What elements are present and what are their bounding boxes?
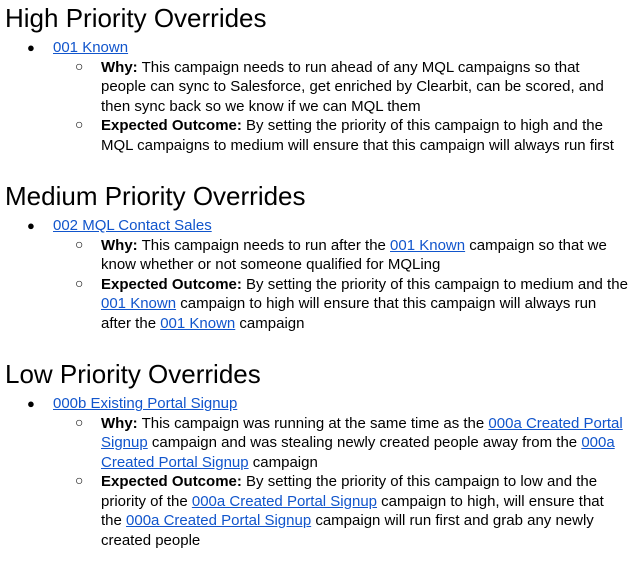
outcome-item bbox=[53, 116, 628, 155]
why-item bbox=[53, 236, 628, 275]
document-body bbox=[0, 3, 633, 550]
outcome-text: campaign will run first and grab any newly created people bbox=[101, 512, 594, 549]
campaign-link[interactable]: 001 Known bbox=[160, 314, 236, 332]
list-item bbox=[5, 394, 628, 550]
outcome-text: By setting the priority of this campaign to high and the MQL campaigns to medium will ensure that this campaign will always run first bbox=[101, 117, 614, 154]
section-heading: Low Priority Overrides bbox=[5, 359, 261, 389]
campaign-link[interactable]: 001 Known bbox=[53, 39, 129, 56]
campaign-link[interactable]: 000a Created Portal Signup bbox=[126, 512, 312, 529]
outcome-label: Expected Outcome: bbox=[101, 275, 242, 293]
hollow-bullet-icon: ○ bbox=[75, 413, 84, 430]
campaign-link[interactable]: 002 MQL Contact Sales bbox=[53, 217, 212, 234]
why-text: campaign so that we know whether or not someone qualified for MQLing bbox=[101, 236, 607, 273]
why-text: campaign and was stealing newly created people away from the bbox=[147, 434, 582, 451]
outcome-item bbox=[53, 472, 628, 550]
hollow-bullet-icon: ○ bbox=[75, 235, 84, 252]
why-text: This campaign needs to run after the bbox=[137, 236, 391, 254]
detail-list bbox=[53, 58, 628, 156]
detail-list bbox=[53, 414, 628, 551]
outcome-text: campaign to high will ensure that this campaign will always run after the bbox=[101, 295, 597, 332]
outcome-label: Expected Outcome: bbox=[101, 117, 242, 134]
filled-bullet-icon: ● bbox=[27, 218, 35, 233]
campaign-list bbox=[5, 394, 628, 550]
campaign-link[interactable]: 000a Created Portal Signup bbox=[101, 414, 623, 451]
why-label: Why: bbox=[101, 58, 138, 76]
detail-list bbox=[53, 236, 628, 334]
outcome-text: campaign to high, will ensure that the bbox=[101, 492, 604, 529]
why-text: This campaign was running at the same time as the bbox=[137, 414, 489, 432]
campaign-link[interactable]: 001 Known bbox=[390, 236, 466, 254]
campaign-list bbox=[5, 38, 628, 155]
section-medium-priority bbox=[5, 181, 628, 333]
outcome-label: Expected Outcome: bbox=[101, 473, 242, 490]
section-low-priority bbox=[5, 359, 628, 550]
outcome-text: By setting the priority of this campaign to medium and the bbox=[241, 275, 628, 293]
outcome-text: campaign bbox=[235, 314, 305, 332]
why-item bbox=[53, 58, 628, 117]
campaign-list bbox=[5, 216, 628, 333]
section-heading: High Priority Overrides bbox=[5, 3, 267, 33]
hollow-bullet-icon: ○ bbox=[75, 116, 84, 132]
campaign-link[interactable]: 001 Known bbox=[101, 295, 177, 312]
filled-bullet-icon: ● bbox=[27, 40, 35, 55]
hollow-bullet-icon: ○ bbox=[75, 57, 84, 74]
why-text: campaign bbox=[248, 453, 318, 471]
list-item bbox=[5, 38, 628, 155]
section-heading: Medium Priority Overrides bbox=[5, 181, 306, 211]
why-item bbox=[53, 414, 628, 473]
filled-bullet-icon: ● bbox=[27, 396, 35, 411]
campaign-link[interactable]: 000a Created Portal Signup bbox=[101, 434, 615, 471]
hollow-bullet-icon: ○ bbox=[75, 472, 84, 488]
hollow-bullet-icon: ○ bbox=[75, 274, 84, 291]
list-item bbox=[5, 216, 628, 333]
why-label: Why: bbox=[101, 236, 138, 254]
why-text: This campaign needs to run ahead of any MQL campaigns so that people can sync to Salesforce, get enriched by Clearbit, can be scored, and then sync back so we know if we can MQL them bbox=[101, 58, 604, 115]
section-high-priority bbox=[5, 3, 628, 155]
why-label: Why: bbox=[101, 414, 138, 432]
outcome-item bbox=[53, 275, 628, 334]
campaign-link[interactable]: 000a Created Portal Signup bbox=[191, 492, 378, 510]
campaign-link[interactable]: 000b Existing Portal Signup bbox=[53, 395, 238, 412]
outcome-text: By setting the priority of this campaign to low and the priority of the bbox=[101, 473, 598, 510]
